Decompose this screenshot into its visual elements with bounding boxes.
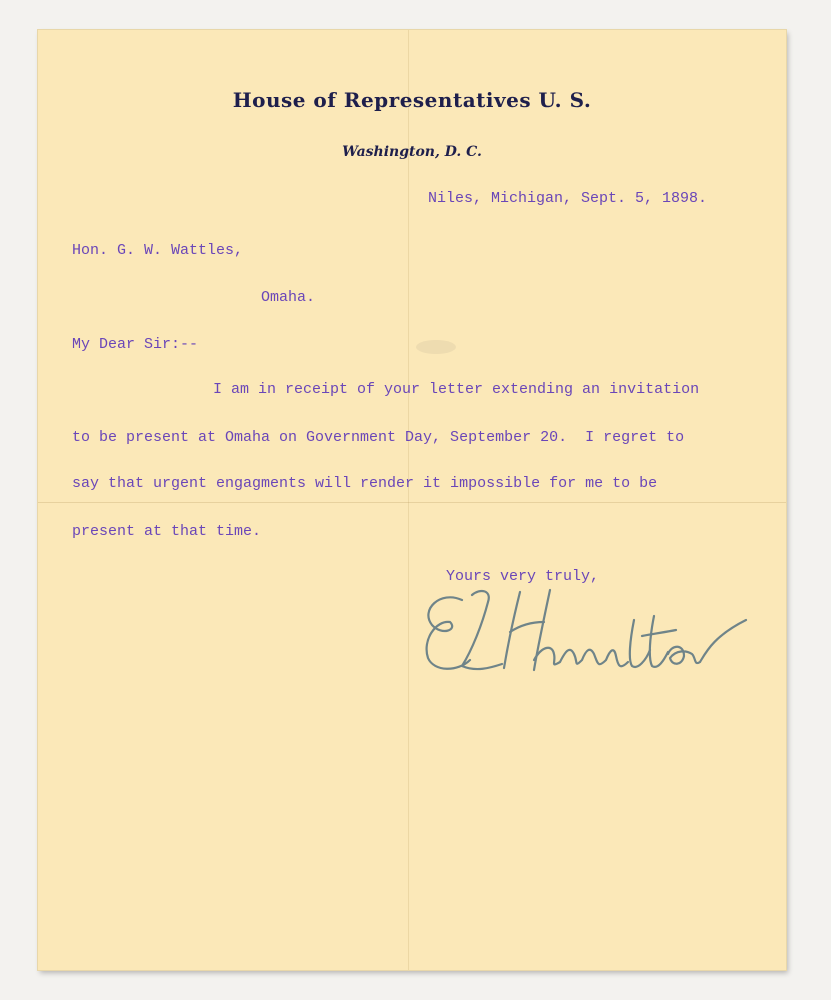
- recipient-name: Hon. G. W. Wattles,: [72, 242, 244, 259]
- body-line: I am in receipt of your letter extending an invitation: [213, 381, 700, 398]
- body-line: say that urgent engagments will render it impossible for me to be: [72, 475, 658, 492]
- body-line: to be present at Omaha on Government Day, September 20. I regret to: [72, 429, 685, 446]
- letterhead-title: House of Representatives U. S.: [232, 88, 592, 112]
- letterhead-city: Washington, D. C.: [342, 144, 482, 160]
- salutation: My Dear Sir:--: [72, 336, 199, 353]
- closing: Yours very truly,: [446, 568, 600, 585]
- dateline: Niles, Michigan, Sept. 5, 1898.: [428, 190, 708, 207]
- fold-crease: [408, 30, 409, 970]
- fold-line: [38, 502, 786, 503]
- signature-scrawl: [410, 580, 750, 690]
- signature: [410, 580, 750, 695]
- body-line: present at that time.: [72, 523, 262, 540]
- recipient-city: Omaha.: [261, 289, 316, 306]
- letter-sheet: [38, 30, 786, 970]
- paper-smudge: [416, 340, 456, 354]
